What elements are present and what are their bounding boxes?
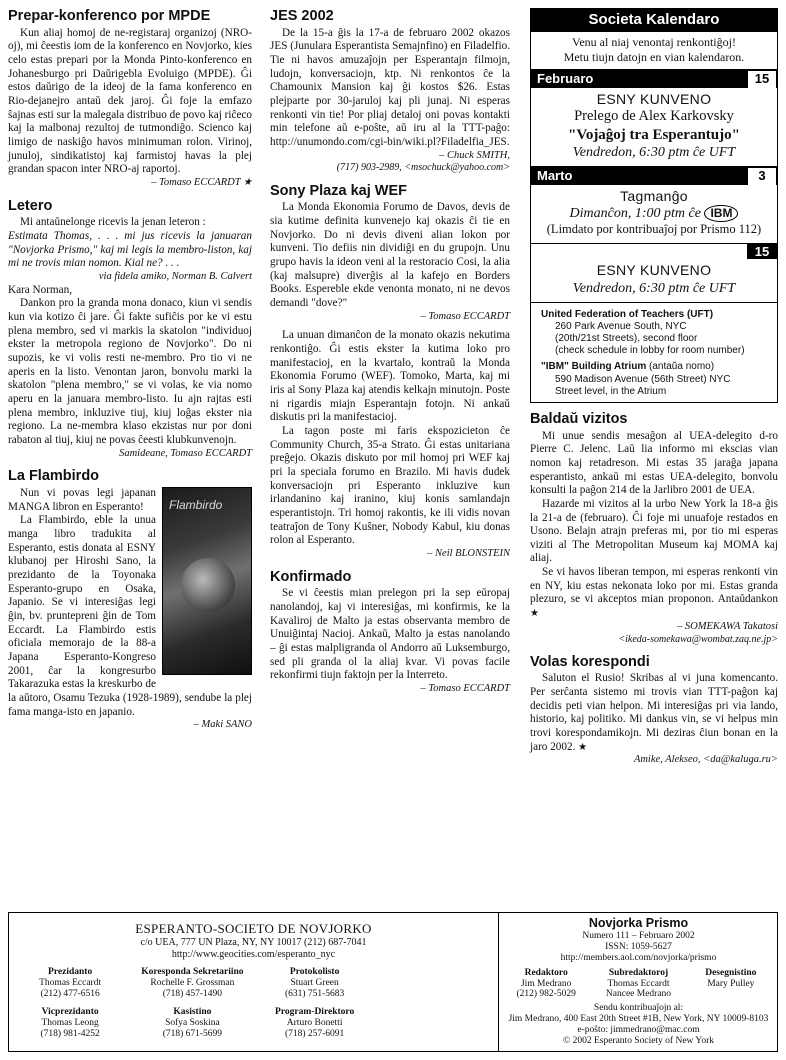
article-title: Prepar-konferenco por MPDE [8,8,211,24]
officer-phone: (718) 457-1490 [162,989,223,1000]
ibm-logo: IBM [704,205,738,222]
month-february: Februaro 15 [531,70,777,88]
officer-entry [9,967,131,1000]
day-badge: 15 [747,244,777,260]
org-name: ESPERANTO-SOCIETO DE NOVJORKO [135,921,372,936]
officer-entry [376,1007,498,1040]
day-badge: 3 [747,167,777,185]
newsletter-url: http://members.aol.com/novjorka/prismo [560,953,717,964]
month-march: Marto 3 [531,167,777,185]
staff-line: Mary Pulley [707,978,755,989]
article-mpde [8,8,252,190]
article-body: Nun vi povas legi japanan MANGA libron en Esperanto! [8,487,156,513]
article-body: Dankon pro la granda mona donaco, kiun vi sendis kun via kotizo ĉi jare. Ĝi fakte sufiĉis por ke vi estu plena membro, sed vi markis la skatolon "individuoj ekster la metropola regiono de Novjorko". Do ni supozis, ke vi volis resti ne-membro. Pro tio vi ne aperis en la listo. Venontan jaron, bonvolu marki la skatolon "plena membro," se vi volas, ke via nomo aperu en la januara membro-listo. Iu ajn rajtas esti plena membro, inkluzive tiuj, kiuj loĝas ekster nia regiono. La ne-membra klaso ekzistas nur por doni rabaton al tiuj, kiuj ne povas ĉeesti klubkunvenojn. [8,297,252,447]
column-right [530,8,778,775]
article-body: Kun aliaj homoj de ne-registaraj organizoj (NRO-oj), mi ĉeestis iom de la konferenco en Novjorko, kies celo estas prepari por la Monda Pinto-konferenco en Johanesburgo pri Daŭrigebla Evoluigo (MPDE). Ĝi estos daŭrigo de la ideoj de la fama konferenco en Rio-dejanejro antaŭ dek jaroj. Ĝi foje la emfazo ŝajnas esti sur la malegala distribuo de povo kaj riĉeco kaj la malbonaj rezultoj de tutmondiĝo. Scienco kaj limigo de naskiĝo havos minimuman rolon. Virinoj, junuloj, sindikatistoj kaj farmistoj havas la plej grandan spacon inter NRO-aj raportoj. [8,26,252,176]
article-sony [270,183,510,561]
officer-name: Thomas Eccardt [39,978,102,989]
officer-role: Korespondа Sekretariino [141,967,244,978]
article-title: Konfirmado [270,568,352,585]
staff-line: Nancee Medrano [605,989,672,1000]
calendar-intro: Venu al niaj venontaj renkontiĝoj! Metu tiujn datojn en vian kalendaron. [531,32,777,70]
contact-info: (717) 903-2989, <msochuck@yahoo.com> [336,162,510,174]
star-icon: ★ [578,741,588,753]
article-title: La Flambirdo [8,468,100,485]
issue-number: Numero 111 – Februaro 2002 [582,931,695,942]
cover-art [181,558,235,612]
article-body: Se vi havos liberan tempon, mi esperas renkonti vin en NY, kiu estas nekonata loko por mi. Estas granda plezuro, se vi akceptos mian proponon. Antaŭdankon ★ [530,566,778,620]
column-middle [270,8,510,704]
officer-phone: (718) 981-4252 [40,1028,100,1039]
article-body: De la 15-a ĝis la 17-a de februaro 2002 okazos JES (Junulara Esperantista Semajnfino) en Filadelfio. Tie ni havos amuzaĵojn per Esperantajn filmojn, ludojn, konversaciojn, ktp. Ni renkontos ĉe la Chamounix Mansion kaj ĝi kostos $26. Estas plejparte por 30-jaruloj kaj pli junaj. Ni esperas renkonti vin tie! Por pliaj detaloj oni povas kontakti min telefone aŭ e-poŝte, aŭ iru al la TTT-paĝo: http://unumondo.com/cgi-bin/wiki.pl?Filadelfia_JES. [270,26,510,148]
officer-role: Program-Direktoro [275,1007,355,1017]
day-row [531,244,777,260]
article-signature: – SOMEKAWA Takatosi [677,620,778,632]
article-letero [8,198,252,461]
officer-phone: (212) 477-6516 [40,989,100,1000]
contact-email: <ikeda-somekawa@wombat.zaq.ne.jp> [618,633,778,645]
society-info [9,913,499,1051]
issn: ISSN: 1059-5627 [605,942,672,953]
officer-name: Thomas Leong [41,1017,99,1028]
article-signature: – Tomaso ECCARDT [420,310,510,322]
letter-via: via fidela amiko, Norman B. Calvert [98,271,252,283]
newsletter-title: Novjorka Prismo [588,916,689,930]
staff-role: Desegnistino [705,968,757,979]
article-title: JES 2002 [270,8,334,24]
article-body: La Monda Ekonomia Forumo de Davos, devis de sia kutime definita kunvenejo kaj okazis ĉi tie en Novjorko. Do ni devis diveni alian lokon por kunveni. Tio defiis nin dividiĝi en du grupojn. Unu grupo havis la ideon veni al la restoracio Cosi, la alia (kaj malsupre) diverĝis al la kafejo en Borders Books. Espereble ekde venonta monato, ni ne devos demandi "dove?" [270,201,510,309]
article-title: Volas korespondi [530,653,650,670]
officer-phone: (718) 671-5699 [162,1028,223,1039]
column-left [8,8,252,740]
officer-name: Arturo Bonetti [286,1017,343,1028]
letter-salutation: Kara Norman, [8,283,72,296]
letter-quote: Estimata Thomas, . . . mi jus ricevis la januaran "Novjorka Prismo," kaj mi legis la membro-liston, kaj mi ne trovis mian nomon. Kial ne? . . . [8,230,252,270]
article-konfirmado [270,569,510,696]
officer-entry [254,1007,376,1040]
article-body: La Flambirdo, eble la unua manga libro tradukita al Esperanto, estis donata al ESNY klubanoj per Hiroshi Sano, la prezidanto de la Toyonaka Esperanto-grupo en Osaka, Japanio. Se vi interesiĝas legi ĝin, bv. pruntepreni ĝin de Tom Eccardt. La Flambirdo estis oficiala memorajo de la 88-a Japana Esperanto-Kongreso 2001, ĉar la kongresurbo Takarazuka estas la kreskurbo de la aŭtoro, Osamu Tezuka (1928-1989), sendube la plej fama manga-isto en japanio. [8,514,252,718]
officer-entry [131,1007,253,1040]
officer-entry [9,1007,131,1040]
officer-phone: (631) 751-5683 [284,989,345,1000]
officer-phone: (718) 257-6091 [284,1028,345,1039]
staff-grid [500,968,777,1000]
calendar-box [530,8,778,403]
staff-role: Subredaktoroj [608,968,669,979]
staff-line: (212) 982-5029 [516,989,576,1000]
org-website: http://www.geocities.com/esperanto_nyc [171,949,336,961]
article-body: Mi unue sendis mesaĝon al UEA-delegito d-ro Pierre C. Jelenc. Laŭ lia informo mi ekscias vian nomon kaj retadreson. Mi estas 35 jaraĝa japana esperantisto, ankaŭ mi estas UEA-delegito, bonvolu konsulti la paĝon 214 de la Jarlibro 2001 de UEA. [530,429,778,497]
article-flambirdo [8,468,252,732]
officer-name: Rochelle F. Grossman [150,978,235,989]
article-signature: – Tomaso ECCARDT ★ [151,176,252,188]
article-signature: – Chuck SMITH, [439,149,510,161]
article-body: Se vi ĉeestis mian prelegon pri la sep eŭropaj nanolandoj, kaj vi interesiĝas, mi konfirmis, ke la Kavaliroj de Malto ja estas observanta membro de Unuiĝintaj Nacioj. Ankaŭ, Malto ja estas nanolando – ĝi estas malpligranda ol Andorro aŭ Luksemburgo, sed pli granda ol la aliaj kvar. Vi povas facile rekonfirmi tiujn faktojn per la Interreto. [270,587,510,682]
officer-entry [254,967,376,1000]
book-cover-image [162,487,252,675]
staff-entry [685,968,777,1000]
day-badge: 15 [747,70,777,88]
star-icon: ★ [530,608,539,620]
calendar-header: Societa Kalendaro [531,9,777,32]
staff-line: Jim Medrano [520,978,572,989]
article-signature: Amike, Alekseo, <da@kaluga.ru> [633,754,778,766]
article-jes [270,8,510,175]
cover-title: Flambirdo [169,498,223,513]
officer-grid [9,967,498,1040]
staff-entry [592,968,684,1000]
staff-role: Redaktoro [524,968,568,979]
prismo-info [500,913,777,1051]
article-body: La unuan dimanĉon de la monato okazis nekutima renkontiĝo. Ĝi estis ekster la kutima loko pro manifestacioj, en la kvartalo, kontraŭ la Monda Ekonomia Forumo (WEF). Tomoko, Marta, kaj mi iris al Sony Plaza kaj atendis kelkajn minutojn. Poste ni rigardis miajn Esperantajn fotojn. Ni ankaŭ diskutis pri la manifestacioj. [270,329,510,424]
officer-role: Prezidanto [48,967,93,978]
officer-entry [131,967,253,1000]
article-title: Baldaŭ vizitos [530,410,628,427]
article-intro: Mi antaŭnelonge ricevis la jenan leteron : [20,216,206,229]
article-body: La tagon poste mi faris ekspozicieton ĉe Community Church, 35-a Strato. Ĝi estas unitariana preĝejo. Okazis diskuto por mil homoj pri WEF kaj pri la speciala forumo en Brazilo. Mi havis dudek konversaciojn pri Esperanto inkluzive kun irlandanino kaj iranino, kiuj konis samlandajn esperantistojn. Tri homoj rakontis, ke ili vidis novan teatraĵon de Tony Kuŝner, Nobody Kabul, kiu donas rolon al Esperanto. [270,424,510,547]
article-signature: – Tomaso ECCARDT [420,682,510,694]
org-address: c/o UEA, 777 UN Plaza, NY, NY 10017 (212) 687-7041 [140,936,367,948]
staff-entry [500,968,592,1000]
officer-entry [376,967,498,1000]
submission-info: Sendu kontribuaĵojn al: Jim Medrano, 400 East 20th Street #1B, New York, NY 10009-8103 e-poŝto: jimmedrano@mac.com © 2002 Esperanto Society of New York [508,1002,769,1046]
article-signature: Samideane, Tomaso ECCARDT [119,447,252,459]
article-volas [530,654,778,767]
article-title: Sony Plaza kaj WEF [270,182,407,199]
article-signature: – Maki SANO [193,719,252,731]
article-body: Saluton el Rusio! Skribas al vi juna komencanto. Per serĉanta sistemo mi trovis vian TTT-paĝon kaj decidis peti vian helpon. Mi interesiĝas pri via lando, historio, kaj politiko. Mi dankus vin, se vi helpus min trovi korespondamikojn. Mi deziras ĉiun bonan en la jaro 2002. ★ [530,672,778,753]
event-mar-3: Tagmanĝo Dimanĉon, 1:00 ptm ĉe IBM (Limdato por kontribuaĵoj por Prismo 112) [531,185,777,243]
article-body: Hazarde mi vizitos al la urbo New York la 18-a ĝis la 21-a de (februaro). Ĉi foje mi unuafoje restados en Usono. Belajn atrajn preferas mi, por tio mi esperas viziti al The Metropolitan Museum kaj MOMA kaj aliaj. [530,497,778,565]
officer-role: Kasistino [173,1007,212,1017]
staff-line: Thomas Eccardt [607,978,670,989]
venue-list: United Federation of Teachers (UFT) 260 Park Avenue South, NYC (20th/21st Streets), second floor (check schedule in lobby for room number) "IBM" Building Atrium (antaŭa nomo) 590 Madison Avenue (56th Street) NYC Street level, in the Atrium [541,308,745,397]
article-title: Letero [8,197,53,214]
event-mar-15: ESNY KUNVENO Vendredon, 6:30 ptm ĉe UFT [531,259,777,302]
event-feb-15: ESNY KUNVENO Prelego de Alex Karkovsky "Vojaĝoj tra Esperantujo" Vendredon, 6:30 ptm ĉe UFT [531,88,777,167]
officer-role: Vicprezidanto [41,1007,99,1017]
article-baldau [530,411,778,646]
officer-name: Stuart Green [290,978,339,989]
officer-name: Sofya Soskina [165,1017,220,1028]
officer-role: Protokolisto [289,967,340,978]
masthead-footer [8,912,778,1052]
star-icon: ★ [243,176,252,188]
article-signature: – Neil BLONSTEIN [427,547,510,559]
